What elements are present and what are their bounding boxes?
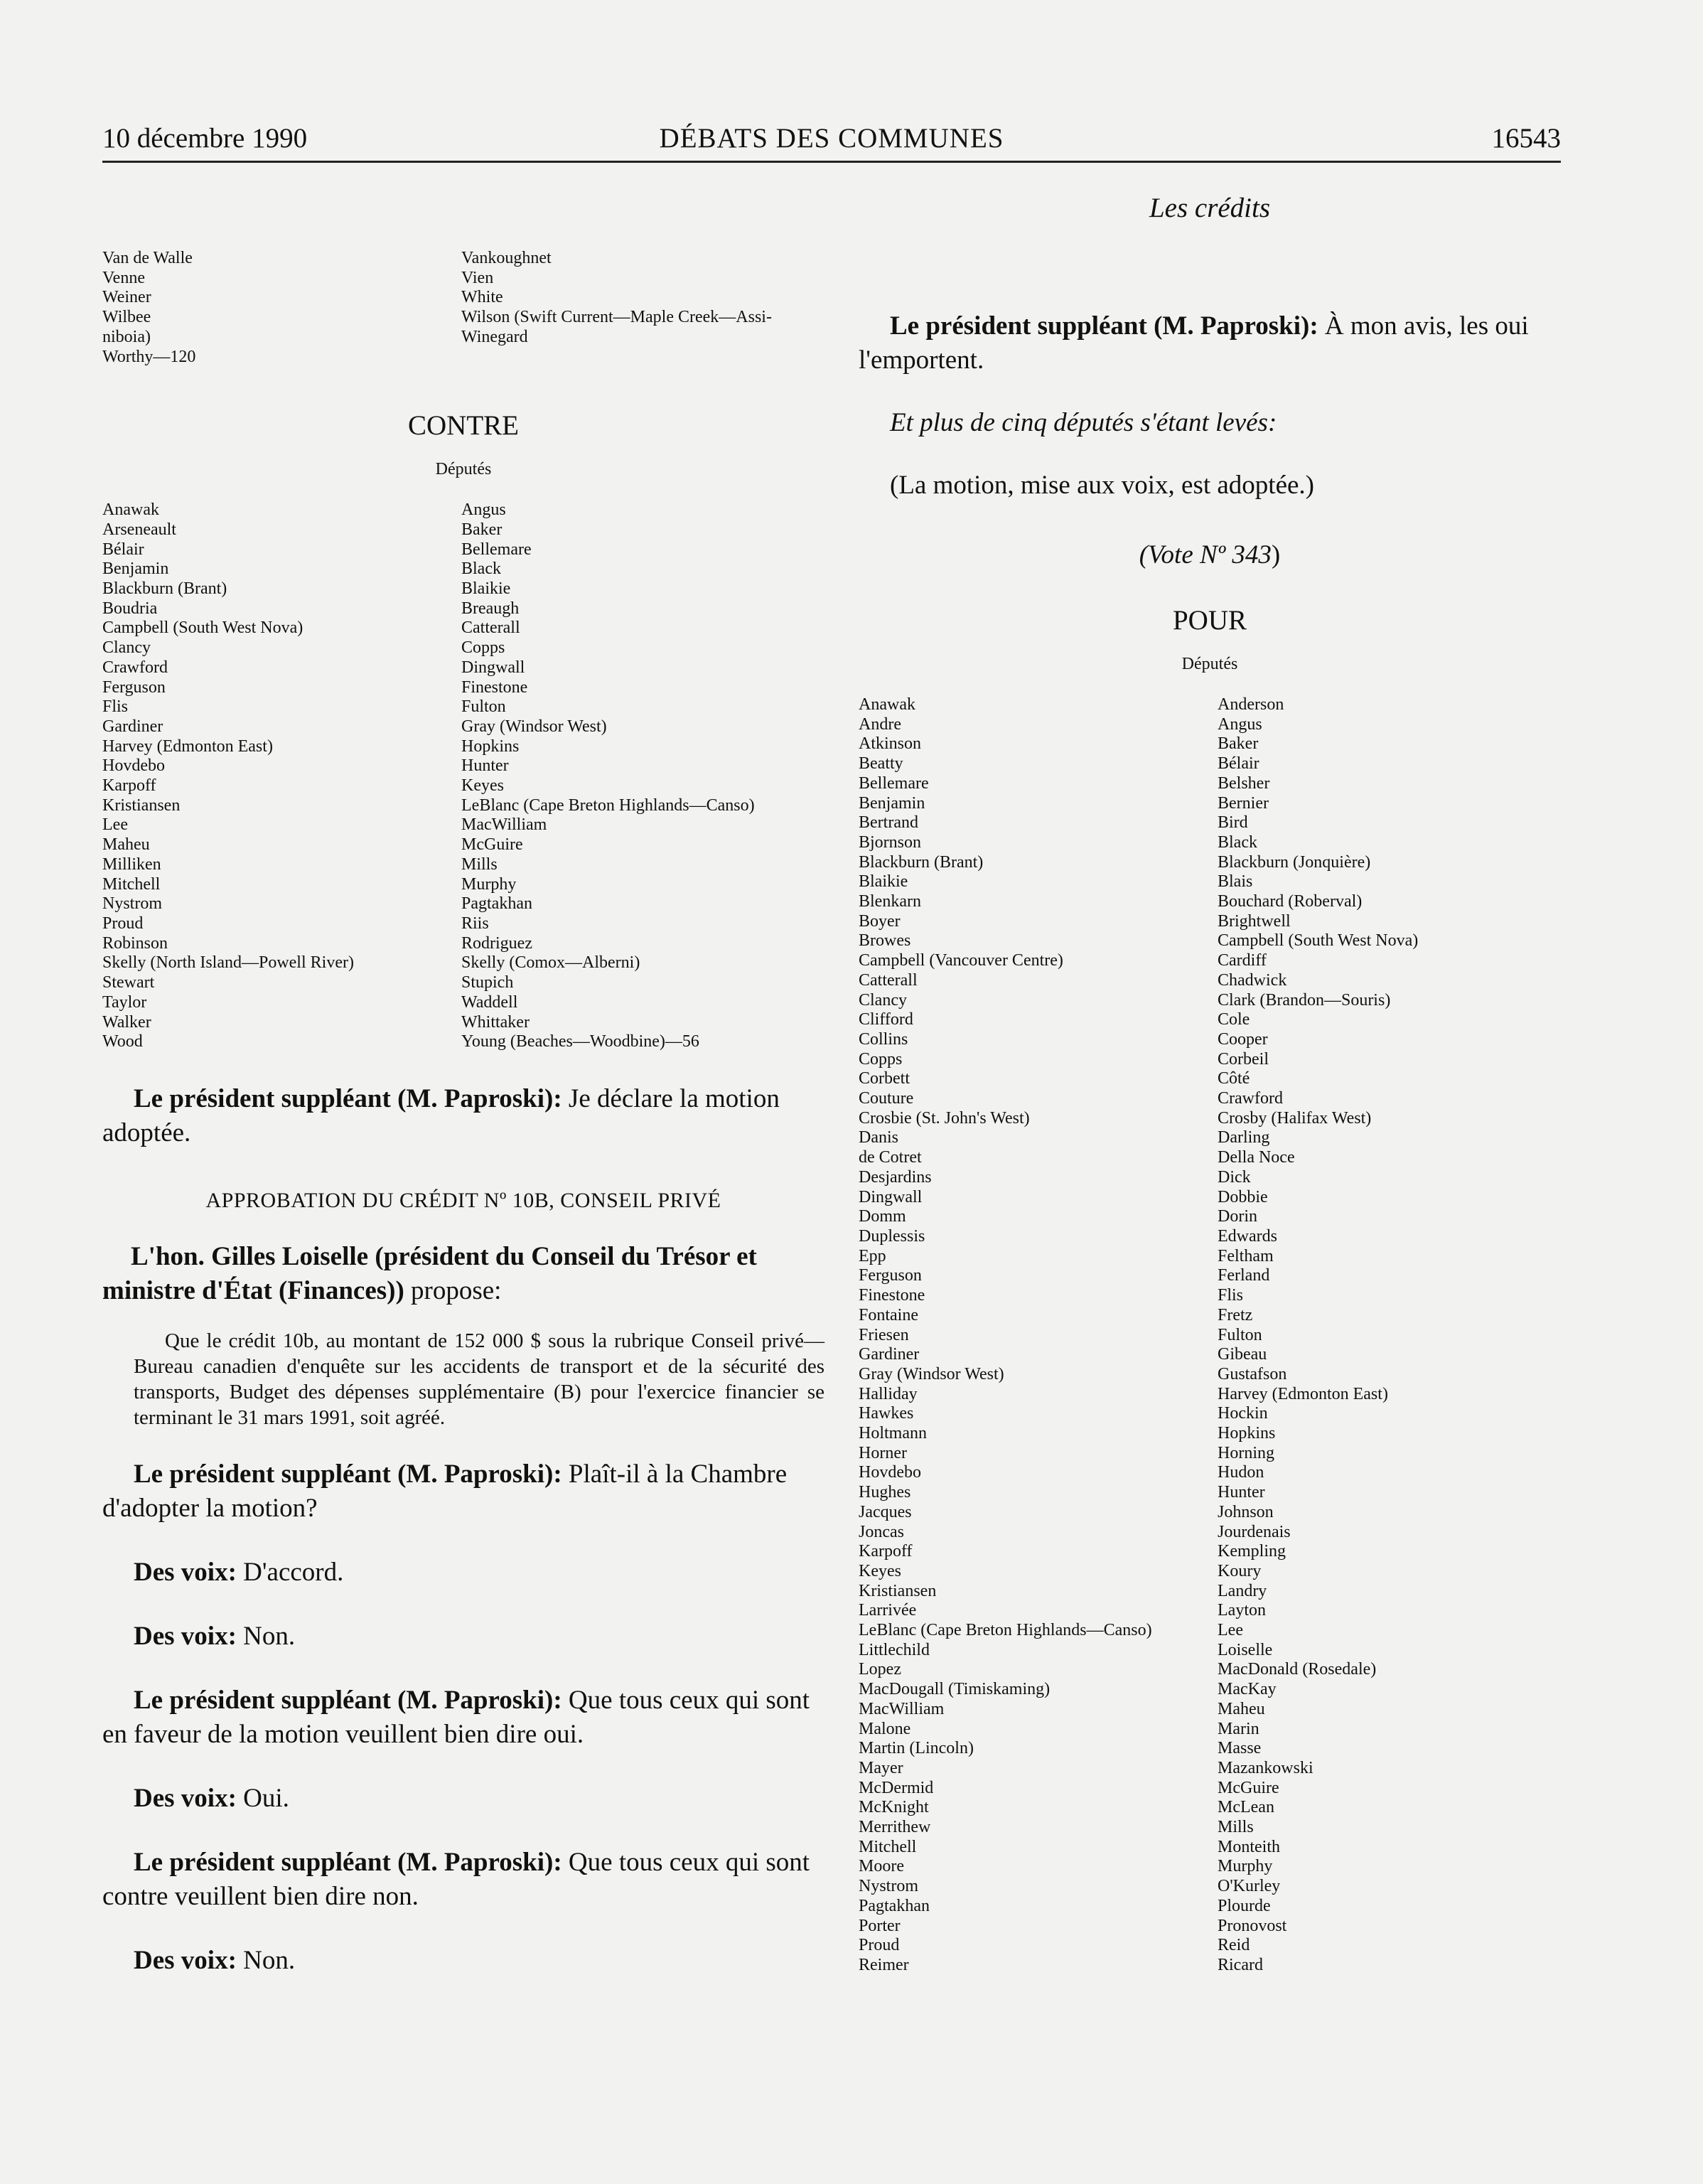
list-item: Taylor — [102, 992, 147, 1012]
list-item: Murphy — [461, 874, 517, 894]
list-item: Martin (Lincoln) — [859, 1739, 974, 1758]
list-item: Weiner — [102, 288, 151, 307]
stage-direction: Et plus de cinq députés s'étant levés: — [890, 408, 1277, 437]
list-item: Mitchell — [102, 874, 161, 894]
list-item: Hopkins — [1218, 1424, 1276, 1443]
list-item: McKnight — [859, 1798, 929, 1817]
list-item: McGuire — [1218, 1778, 1279, 1797]
list-item: Atkinson — [859, 734, 922, 754]
list-item: Black — [1218, 833, 1257, 852]
list-item: Rodriguez — [461, 933, 532, 953]
continued-names-list — [102, 249, 824, 367]
list-item: Copps — [859, 1049, 903, 1069]
list-item: Hockin — [1218, 1404, 1268, 1423]
list-item: Ferguson — [859, 1266, 922, 1285]
list-item: Littlechild — [859, 1640, 930, 1659]
speech-paragraph: Des voix: D'accord. — [134, 1557, 344, 1587]
list-item: Harvey (Edmonton East) — [1218, 1384, 1388, 1403]
list-item: Fulton — [461, 697, 506, 717]
list-item: Mills — [1218, 1818, 1254, 1837]
list-item: Flis — [1218, 1286, 1244, 1305]
list-item: Moore — [859, 1857, 904, 1876]
list-item: McDermid — [859, 1778, 934, 1797]
list-item: Danis — [859, 1128, 898, 1147]
list-item: Pagtakhan — [461, 894, 532, 914]
list-item: Karpoff — [102, 776, 156, 796]
list-item: Maheu — [102, 835, 150, 855]
list-item: Wilson (Swift Current—Maple Creek—Assi- — [461, 308, 772, 327]
list-item: de Cotret — [859, 1148, 922, 1167]
list-item: Karpoff — [859, 1542, 913, 1561]
list-item: Pronovost — [1218, 1916, 1287, 1935]
list-item: Edwards — [1218, 1226, 1277, 1246]
list-item: Clifford — [859, 1010, 913, 1029]
list-item: Black — [461, 560, 501, 579]
list-item: Ricard — [1218, 1956, 1263, 1974]
list-item: Clancy — [859, 990, 907, 1010]
list-item: Hughes — [859, 1483, 911, 1502]
list-item: Boudria — [102, 599, 158, 618]
section-title: Les crédits — [1149, 193, 1271, 223]
list-item: Keyes — [859, 1561, 901, 1580]
list-item: Darling — [1218, 1128, 1270, 1147]
list-item: White — [461, 288, 503, 307]
list-item: Wilbee — [102, 308, 151, 327]
list-item: Hovdebo — [859, 1463, 921, 1482]
list-item: Kristiansen — [102, 796, 181, 815]
speech-paragraph: Le président suppléant (M. Paproski): Je déclare la motion adoptée. — [102, 1083, 780, 1147]
speech-paragraph: Des voix: Non. — [134, 1621, 296, 1651]
list-item: Gardiner — [859, 1345, 920, 1364]
list-item: Anderson — [1218, 695, 1284, 714]
list-item: Pagtakhan — [859, 1896, 930, 1915]
list-item: McGuire — [461, 835, 523, 855]
list-item: Merrithew — [859, 1818, 931, 1837]
speaker-name: Le président suppléant (M. Paproski): — [134, 1685, 562, 1715]
list-item: Marin — [1218, 1719, 1259, 1738]
list-item: Feltham — [1218, 1246, 1274, 1265]
list-item: MacDonald (Rosedale) — [1218, 1660, 1377, 1679]
list-item: Cooper — [1218, 1029, 1268, 1049]
list-item: Mayer — [859, 1758, 903, 1777]
list-item: Crawford — [102, 658, 168, 677]
list-item: Robinson — [102, 933, 168, 953]
list-item: Breaugh — [461, 599, 520, 618]
speech-paragraph: Le président suppléant (M. Paproski): Plaît-il à la Chambre d'adopter la motion? — [102, 1459, 788, 1523]
list-item: Worthy—120 — [102, 347, 196, 366]
list-item: Blackburn (Brant) — [102, 579, 227, 599]
list-item: Masse — [1218, 1739, 1262, 1758]
list-item: Horning — [1218, 1443, 1274, 1462]
list-item: Hunter — [461, 756, 509, 776]
motion-quote: Que le crédit 10b, au montant de 152 000 $ sous la rubrique Conseil privé—Bureau canadien d'enquête sur les accidents de transport et de la sécurité des transports, Budget des dépenses supplémentaire (B) pour l'exercice financier se terminant le 31 mars 1991, soit agréé. — [134, 1329, 824, 1429]
list-item: Harvey (Edmonton East) — [102, 737, 273, 756]
list-item: Whittaker — [461, 1012, 530, 1032]
list-item: Chadwick — [1218, 970, 1287, 990]
list-item: Bellemare — [859, 774, 929, 793]
list-item: Porter — [859, 1916, 901, 1935]
right-column — [859, 178, 1561, 1976]
speaker-name: Le président suppléant (M. Paproski): — [134, 1847, 562, 1877]
list-item: Blaikie — [859, 872, 908, 892]
list-item: Corbett — [859, 1069, 910, 1088]
list-item: Skelly (North Island—Powell River) — [102, 953, 354, 973]
list-item: Ferland — [1218, 1266, 1270, 1285]
header-date: 10 décembre 1990 — [102, 123, 308, 154]
speaker-name: Des voix: — [134, 1621, 237, 1651]
speaker-name: L'hon. Gilles Loiselle (président du Conseil du Trésor et ministre d'État (Finances)) — [102, 1241, 757, 1305]
list-item: Keyes — [461, 776, 504, 796]
list-item: Reid — [1218, 1936, 1250, 1955]
list-item: Flis — [102, 697, 129, 717]
list-item: Riis — [461, 914, 489, 933]
list-item: MacKay — [1218, 1680, 1277, 1699]
list-item: Fulton — [1218, 1325, 1262, 1344]
list-item: Della Noce — [1218, 1148, 1295, 1167]
list-item: Vankoughnet — [461, 249, 552, 267]
list-item: Campbell (South West Nova) — [102, 619, 303, 638]
list-item: Jourdenais — [1218, 1522, 1291, 1541]
left-column — [102, 178, 824, 1978]
list-item: Plourde — [1218, 1896, 1271, 1915]
list-item: Domm — [859, 1207, 906, 1226]
list-item: Monteith — [1218, 1837, 1280, 1856]
list-item: Beatty — [859, 754, 903, 774]
list-item: Bjornson — [859, 833, 922, 852]
list-item: MacWilliam — [859, 1699, 945, 1718]
list-item: Campbell (Vancouver Centre) — [859, 951, 1063, 970]
contre-subheading: Députés — [435, 460, 492, 479]
list-item: Gibeau — [1218, 1345, 1267, 1364]
speaker-name: Des voix: — [134, 1783, 237, 1813]
list-item: Finestone — [461, 678, 528, 697]
list-item: Crosby (Halifax West) — [1218, 1108, 1372, 1128]
list-item: LeBlanc (Cape Breton Highlands—Canso) — [461, 796, 755, 815]
list-item: Crawford — [1218, 1089, 1283, 1108]
list-item: Campbell (South West Nova) — [1218, 931, 1419, 951]
list-item: Brightwell — [1218, 911, 1291, 931]
list-item: Halliday — [859, 1384, 918, 1403]
speech-paragraph: Des voix: Oui. — [134, 1783, 289, 1813]
list-item: Duplessis — [859, 1226, 925, 1246]
list-item: niboia) — [102, 327, 151, 346]
list-item: Corbeil — [1218, 1049, 1269, 1069]
list-item: Dobbie — [1218, 1187, 1268, 1206]
list-item: Côté — [1218, 1069, 1250, 1088]
list-item: Horner — [859, 1443, 907, 1462]
pour-subheading: Députés — [1181, 655, 1238, 673]
list-item: Angus — [1218, 714, 1262, 734]
list-item: Walker — [102, 1012, 151, 1032]
list-item: Jacques — [859, 1502, 912, 1521]
list-item: Hawkes — [859, 1404, 914, 1423]
list-item: Epp — [859, 1246, 886, 1265]
list-item: O'Kurley — [1218, 1877, 1281, 1896]
header-title: DÉBATS DES COMMUNES — [659, 123, 1004, 154]
list-item: Larrivée — [859, 1601, 917, 1620]
list-item: Stewart — [102, 973, 155, 992]
list-item: Angus — [461, 500, 506, 520]
list-item: MacWilliam — [461, 815, 547, 835]
list-item: Blackburn (Brant) — [859, 852, 984, 872]
list-item: Hunter — [1218, 1483, 1265, 1502]
list-item: McLean — [1218, 1798, 1274, 1817]
list-item: Fretz — [1218, 1305, 1253, 1324]
speaker-name: Des voix: — [134, 1945, 237, 1975]
list-item: Boyer — [859, 911, 901, 931]
list-item: Johnson — [1218, 1502, 1274, 1521]
list-item: Stupich — [461, 973, 514, 992]
speech-paragraph: Le président suppléant (M. Paproski): Que tous ceux qui sont contre veuillent bien dire non. — [102, 1847, 810, 1911]
list-item: Vien — [461, 268, 494, 287]
list-item: Anawak — [859, 695, 915, 714]
speaker-name: Le président suppléant (M. Paproski): — [134, 1083, 562, 1113]
list-item: Maheu — [1218, 1699, 1265, 1718]
list-item: Murphy — [1218, 1857, 1273, 1876]
list-item: Koury — [1218, 1561, 1262, 1580]
list-item: Gray (Windsor West) — [461, 717, 607, 736]
list-item: Finestone — [859, 1286, 925, 1305]
list-item: Skelly (Comox—Alberni) — [461, 953, 640, 973]
list-item: Hudon — [1218, 1463, 1264, 1482]
list-item: Cole — [1218, 1010, 1250, 1029]
list-item: Arseneault — [102, 520, 176, 539]
list-item: Young (Beaches—Woodbine)—56 — [461, 1032, 699, 1051]
list-item: Dorin — [1218, 1207, 1257, 1226]
list-item: Catterall — [461, 619, 520, 638]
list-item: Lee — [102, 815, 128, 835]
speech-paragraph: Des voix: Non. — [134, 1945, 296, 1975]
list-item: Kempling — [1218, 1542, 1286, 1561]
list-item: Malone — [859, 1719, 911, 1738]
list-item: Bernier — [1218, 793, 1269, 813]
list-item: Browes — [859, 931, 911, 951]
speaker-name: Des voix: — [134, 1557, 237, 1587]
list-item: Benjamin — [859, 793, 925, 813]
speech-paragraph: Le président suppléant (M. Paproski): Que tous ceux qui sont en faveur de la motion veuillent bien dire oui. — [102, 1685, 810, 1749]
speaker-name: Le président suppléant (M. Paproski): — [134, 1459, 562, 1489]
list-item: Desjardins — [859, 1167, 932, 1187]
list-item: Copps — [461, 638, 505, 658]
list-item: Milliken — [102, 855, 161, 874]
stage-direction: (La motion, mise aux voix, est adoptée.) — [890, 471, 1314, 500]
vote-number: (Vote Nº 343) — [1139, 540, 1281, 569]
approbation-heading: APPROBATION DU CRÉDIT Nº 10B, CONSEIL PRIVÉ — [205, 1188, 721, 1212]
list-item: Gray (Windsor West) — [859, 1364, 1004, 1383]
list-item: Catterall — [859, 970, 918, 990]
list-item: Lee — [1218, 1621, 1243, 1640]
list-item: Hovdebo — [102, 756, 165, 776]
list-item: Crosbie (St. John's West) — [859, 1108, 1030, 1128]
list-item: Proud — [102, 914, 144, 933]
list-item: Holtmann — [859, 1424, 927, 1443]
list-item: Bélair — [102, 540, 144, 559]
list-item: Blackburn (Jonquière) — [1218, 852, 1371, 872]
list-item: LeBlanc (Cape Breton Highlands—Canso) — [859, 1621, 1152, 1640]
list-item: Clark (Brandon—Souris) — [1218, 990, 1391, 1010]
list-item: Reimer — [859, 1956, 909, 1974]
list-item: Gustafson — [1218, 1364, 1287, 1383]
list-item: Kristiansen — [859, 1581, 937, 1600]
page-number: 16543 — [1491, 123, 1561, 154]
list-item: Dingwall — [859, 1187, 923, 1206]
list-item: Baker — [461, 520, 503, 539]
list-item: Mitchell — [859, 1837, 917, 1856]
page-header — [102, 119, 1561, 163]
list-item: MacDougall (Timiskaming) — [859, 1680, 1051, 1699]
list-item: Gardiner — [102, 717, 163, 736]
list-item: Bouchard (Roberval) — [1218, 892, 1363, 911]
contre-heading: CONTRE — [408, 410, 519, 441]
list-item: Bélair — [1218, 754, 1259, 774]
list-item: Bertrand — [859, 813, 918, 833]
list-item: Winegard — [461, 327, 528, 346]
list-item: Loiselle — [1218, 1640, 1273, 1659]
list-item: Dingwall — [461, 658, 525, 677]
list-item: Lopez — [859, 1660, 901, 1679]
list-item: Waddell — [461, 992, 518, 1012]
list-item: Blais — [1218, 872, 1253, 892]
list-item: Blaikie — [461, 579, 511, 599]
list-item: Friesen — [859, 1325, 909, 1344]
list-item: Dick — [1218, 1167, 1251, 1187]
list-item: Clancy — [102, 638, 151, 658]
list-item: Belsher — [1218, 774, 1270, 793]
list-item: Venne — [102, 268, 145, 287]
list-item: Collins — [859, 1029, 908, 1049]
list-item: Ferguson — [102, 678, 166, 697]
list-item: Couture — [859, 1089, 914, 1108]
list-item: Fontaine — [859, 1305, 918, 1324]
list-item: Proud — [859, 1936, 900, 1955]
list-item: Bird — [1218, 813, 1248, 833]
list-item: Blenkarn — [859, 892, 921, 911]
contre-names-list — [102, 500, 824, 1052]
list-item: Benjamin — [102, 560, 169, 579]
list-item: Baker — [1218, 734, 1259, 754]
speaker-name: Le président suppléant (M. Paproski): — [890, 311, 1318, 341]
list-item: Joncas — [859, 1522, 904, 1541]
list-item: Nystrom — [102, 894, 162, 914]
list-item: Mills — [461, 855, 498, 874]
list-item: Mazankowski — [1218, 1758, 1313, 1777]
list-item: Landry — [1218, 1581, 1267, 1600]
list-item: Andre — [859, 714, 901, 734]
speech-paragraph: Le président suppléant (M. Paproski): À mon avis, les oui l'emportent. — [859, 311, 1529, 375]
list-item: Wood — [102, 1032, 143, 1051]
list-item: Cardiff — [1218, 951, 1267, 970]
pour-names-list — [859, 695, 1561, 1976]
list-item: Van de Walle — [102, 249, 193, 267]
list-item: Anawak — [102, 500, 159, 520]
pour-heading: POUR — [1172, 605, 1247, 636]
loiselle-paragraph: L'hon. Gilles Loiselle (président du Conseil du Trésor et ministre d'État (Finances)) propose: — [102, 1241, 757, 1305]
list-item: Nystrom — [859, 1877, 918, 1896]
list-item: Layton — [1218, 1601, 1266, 1620]
list-item: Bellemare — [461, 540, 532, 559]
list-item: Hopkins — [461, 737, 520, 756]
